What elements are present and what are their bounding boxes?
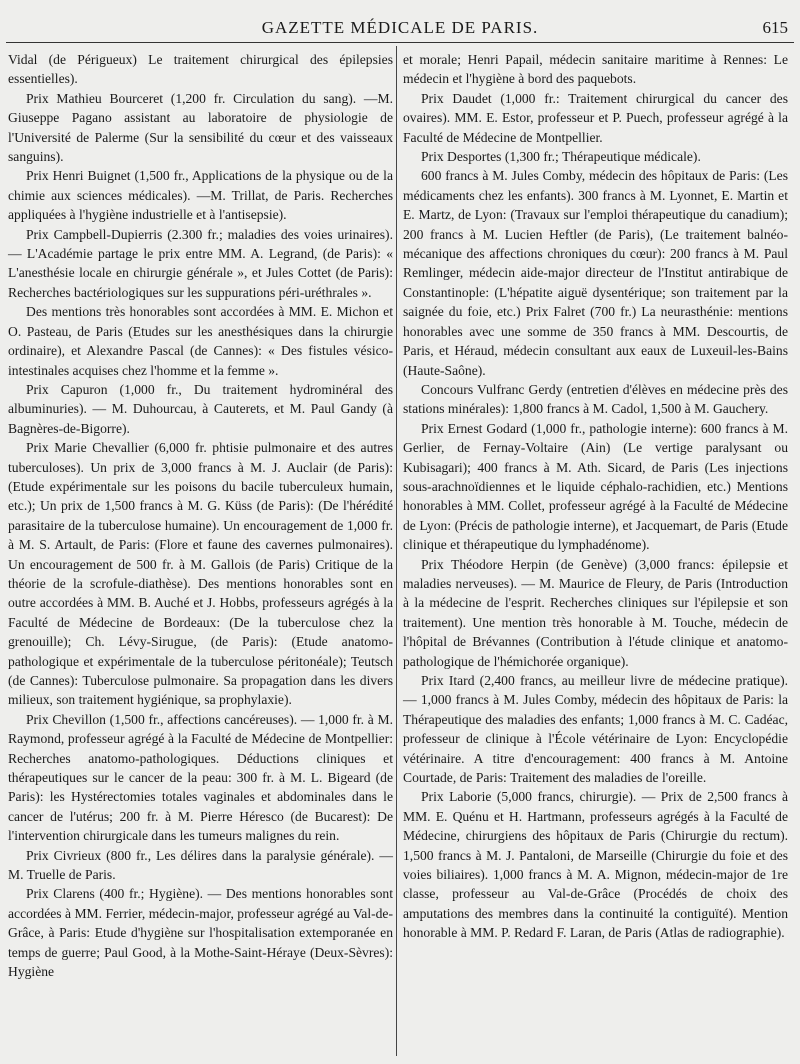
paragraph: Concours Vulfranc Gerdy (entretien d'élèves en médecine près des stations minérales): 1,800 francs à M. Cadol, 1,500 à M. Gauchery. — [403, 381, 788, 417]
paragraph: Prix Marie Chevallier (6,000 fr. phtisie pulmonaire et des autres tuberculoses). Un prix de 3,000 francs à M. J. Auclair (de Paris): (Etude expérimentale sur les poisons du bacile tuberculeux humain, etc.); Un prix de 1,500 francs à M. G. Küss (de Paris): (De l'hérédité parasitaire de la tuberculose humaine). Un encouragement de 1,000 fr. à M. S. Artault, de Paris: (Flore et faune des cavernes pulmonaires). Un encouragement de 500 fr. à M. Gallois (de Paris) Critique de la théorie de la scrofule-diathèse). Des mentions honorables sont en outre accordées à MM. B. Auché et J. Hobbs, professeurs agrégés à la Faculté de Médecine de Bordeaux: (De la tuberculose chez la grenouille); Ch. Lévy-Sirugue, (de Paris): (Etude anatomo-pathologique et expérimentale de la tuberculose péritonéale); Teutsch (de Cannes): Tuberculose pulmonaire. Sa propagation dans les divers milieux, son traitement hygiénique, sa prophylaxie). — [8, 440, 393, 708]
paragraph: Prix Mathieu Bourceret (1,200 fr. Circulation du sang). —M. Giuseppe Pagano assistant au laboratoire de physiologie de l'Université de Palerme (Sur la sensibilité du cœur et des vaisseaux sanguins). — [8, 90, 393, 165]
column-divider — [396, 46, 397, 1056]
running-header — [6, 14, 794, 43]
paragraph: Prix Henri Buignet (1,500 fr., Applications de la physique ou de la chimie aux sciences médicales). —M. Trillat, de Paris. Recherches appliquées à l'hygiène industrielle et à l'antisepsie). — [8, 168, 393, 223]
paragraph: 600 francs à M. Jules Comby, médecin des hôpitaux de Paris: (Les médicaments chez les enfants). 300 francs à M. Lyonnet, E. Martin et E. Martz, de Lyon: (Travaux sur l'emploi thérapeutique du canadium); 200 francs à M. Lucien Heftler (de Paris), (Le traitement balnéo-mécanique des affections chroniques du cœur): 200 francs à M. Paul Remlinger, médecin aide-major directeur de l'Institut antirabique de Constantinople: (L'hépatite aiguë dysentérique; son traitement par la saignée du foie, etc.) Prix Falret (700 fr.) La neurasthénie: mentions honorables avec une somme de 350 francs à MM. Descourtis, de Paris, et Héraud, médecin consultant aux eaux de Luxeuil-les-Bains (Haute-Saône). — [403, 168, 788, 378]
paragraph: Vidal (de Périgueux) Le traitement chirurgical des épilepsies essentielles). — [8, 52, 393, 87]
paragraph: Prix Itard (2,400 francs, au meilleur livre de médecine pratique). — 1,000 francs à M. Jules Comby, médecin des hôpitaux de Paris: la Thérapeutique des maladies des enfants; 1,000 francs à M. C. Cadéac, professeur de clinique à l'École vétérinaire de Lyon: Encyclopédie vétérinaire. A titre d'encouragement: 400 francs à M. Antoine Courtade, de Paris: Traitement des maladies de l'oreille. — [403, 673, 788, 786]
left-column — [8, 50, 393, 982]
paragraph: Prix Campbell-Dupierris (2.300 fr.; maladies des voies urinaires). — L'Académie partage le prix entre MM. A. Legrand, (de Paris): « L'anesthésie locale en chirurgie générale », et Jules Cottet (de Paris): Recherches bactériologiques sur les suppurations péri-uréthrales ». — [8, 226, 393, 300]
paragraph: Prix Civrieux (800 fr., Les délires dans la paralysie générale). — M. Truelle de Paris. — [8, 847, 393, 883]
journal-title: GAZETTE MÉDICALE DE PARIS. — [261, 18, 539, 37]
paragraph: Prix Laborie (5,000 francs, chirurgie). — Prix de 2,500 francs à MM. E. Quénu et H. Hartmann, professeurs agrégés à la Faculté de Médecine, chirurgiens des hôpitaux de Paris (Chirurgie du rectum). 1,500 francs à M. J. Pantaloni, de Marseille (Chirurgie du foie et des voies biliaires). 1,000 francs à M. A. Mignon, médecin-major de 1re classe, professeur au Val-de-Grâce (Procédés de choix des amputations des membres dans la continuité la contiguïté). Mention honorable à MM. P. Redard F. Laran, de Paris (Atlas de radiographie). — [403, 789, 788, 941]
paragraph: et morale; Henri Papail, médecin sanitaire maritime à Rennes: Le médecin et l'hygiène à bord des paquebots. — [403, 52, 788, 87]
paragraph: Prix Capuron (1,000 fr., Du traitement hydrominéral des albuminuries). — M. Duhourcau, à Cauterets, et M. Paul Gandy (à Bagnères-de-Bigorre). — [8, 381, 393, 436]
right-column — [403, 50, 788, 943]
paragraph: Prix Théodore Herpin (de Genève) (3,000 francs: épilepsie et maladies nerveuses). — M. Maurice de Fleury, de Paris (Introduction à la médecine de l'esprit. Recherches cliniques sur l'épilepsie et son traitement). Une mention très honorable à M. Touche, médecin de l'hôpital de Brévannes (Contribution à l'étude clinique et anatomo-pathologique de l'hémichorée organique). — [403, 556, 788, 669]
paragraph: Des mentions très honorables sont accordées à MM. E. Michon et O. Pasteau, de Paris (Etudes sur les anesthésiques dans la chirurgie ordinaire), et Alexandre Pascal (de Cannes): « Des fistules vésico-intestinales acquises chez l'homme et la femme ». — [8, 304, 393, 378]
page-number: 615 — [762, 18, 788, 37]
paragraph: Prix Desportes (1,300 fr.; Thérapeutique médicale). — [421, 149, 701, 165]
paragraph: Prix Clarens (400 fr.; Hygiène). — Des mentions honorables sont accordées à MM. Ferrier, médecin-major, professeur agrégé au Val-de-Grâce, à Paris: Etude d'hygiène sur l'hospitalisation extemporanée en temps de guerre; Paul Good, à la Mothe-Saint-Héraye (Deux-Sèvres): Hygiène — [8, 886, 393, 980]
paragraph: Prix Ernest Godard (1,000 fr., pathologie interne): 600 francs à M. Gerlier, de Fernay-Voltaire (Ain) (Le vertige paralysant ou Kubisagari); 400 francs à M. Ath. Sicard, de Paris (Les injections sous-arachnoïdiennes et le liquide céphalo-rachidien, etc.) Mentions honorables à MM. Collet, professeur agrégé à la Faculté de Médecine de Lyon: (Précis de pathologie interne), et Jacquemart, de Paris (Etude clinique et thérapeutique du lymphadénome). — [403, 420, 788, 553]
paragraph: Prix Daudet (1,000 fr.: Traitement chirurgical du cancer des ovaires). MM. E. Estor, professeur et P. Puech, professeur agrégé à la Faculté de Médecine de Montpellier. — [403, 90, 788, 145]
paragraph: Prix Chevillon (1,500 fr., affections cancéreuses). — 1,000 fr. à M. Raymond, professeur agrégé à la Faculté de Médecine de Montpellier: Recherches anatomo-pathologiques. Déductions cliniques et thérapeutiques sur le cancer de la peau: 300 fr. à M. L. Bigeard (de Paris): les Hystérectomies totales vaginales et abdominales dans le cancer de l'utérus; 200 fr. à M. Pierre Héresco (de Bucarest): De l'intervention chirurgicale dans les tumeurs malignes du rein. — [8, 711, 393, 844]
